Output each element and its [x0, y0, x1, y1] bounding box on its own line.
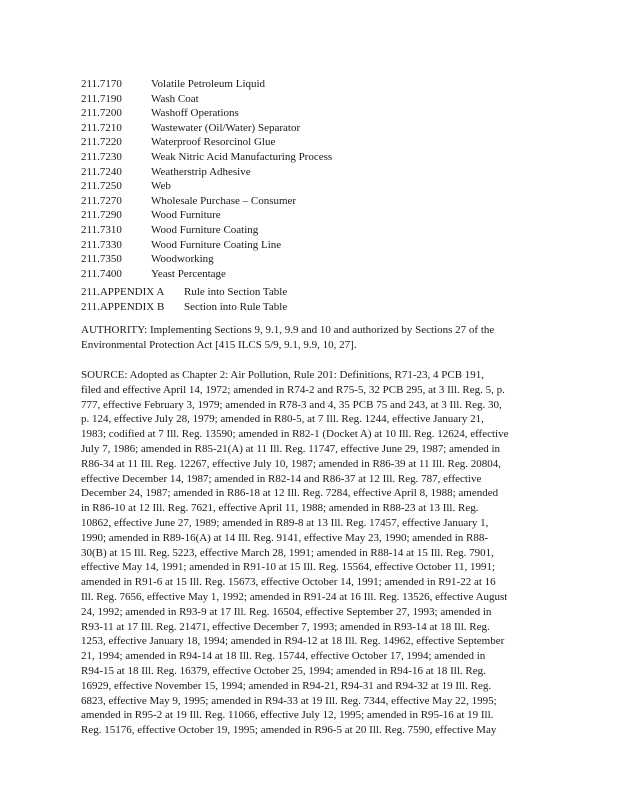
- source-line: p. 124, effective July 28, 1979; amended in R80-5, at 7 Ill. Reg. 1244, effective January 21,: [81, 413, 484, 426]
- section-number: 211.7330: [81, 238, 122, 251]
- source-line: 24, 1992; amended in R93-9 at 17 Ill. Reg. 16504, effective September 27, 1993; amended in: [81, 605, 492, 618]
- appendix-row: [81, 300, 287, 315]
- section-row: [81, 194, 332, 209]
- section-number: 211.7310: [81, 223, 122, 236]
- section-number: 211.7240: [81, 165, 122, 178]
- section-row: [81, 92, 332, 107]
- source-line: effective December 14, 1987; amended in R82-14 and R86-37 at 12 Ill. Reg. 787, effective: [81, 472, 482, 485]
- source-line: 1253, effective January 18, 1994; amended in R94-12 at 18 Ill. Reg. 14962, effective September: [81, 635, 505, 648]
- source-line: 1983; codified at 7 Ill. Reg. 13590; amended in R82-1 (Docket A) at 10 Ill. Reg. 12624, effective: [81, 428, 509, 441]
- section-row: [81, 106, 332, 121]
- source-line: effective May 14, 1991; amended in R91-10 at 15 Ill. Reg. 15564, effective October 11, 1991;: [81, 561, 496, 574]
- section-title: Web: [151, 180, 171, 193]
- appendix-title: Section into Rule Table: [184, 300, 288, 313]
- source-line: 21, 1994; amended in R94-14 at 18 Ill. Reg. 15744, effective October 17, 1994; amended in: [81, 650, 486, 663]
- section-number: 211.7200: [81, 107, 122, 120]
- section-title: Wood Furniture: [151, 209, 221, 222]
- section-row: [81, 223, 332, 238]
- source-line: 777, effective February 3, 1979; amended in R78-3 and 4, 35 PCB 75 and 243, at 3 Ill. Reg. 30,: [81, 398, 502, 411]
- source-line: amended in R95-2 at 19 Ill. Reg. 11066, effective July 12, 1995; amended in R95-16 at 19 Ill.: [81, 709, 494, 722]
- section-row: [81, 252, 332, 267]
- source-line: July 7, 1986; amended in R85-21(A) at 11 Ill. Reg. 11747, effective June 29, 1987; amended in: [81, 442, 501, 455]
- section-title: Waterproof Resorcinol Glue: [151, 136, 276, 149]
- section-title: Weak Nitric Acid Manufacturing Process: [151, 150, 333, 163]
- section-row: [81, 238, 332, 253]
- section-row: [81, 208, 332, 223]
- appendix-list: [81, 285, 287, 314]
- section-title: Washoff Operations: [151, 107, 239, 120]
- section-row: [81, 121, 332, 136]
- section-number: 211.7210: [81, 121, 122, 134]
- section-number: 211.7190: [81, 92, 122, 105]
- source-line: SOURCE: Adopted as Chapter 2: Air Pollution, Rule 201: Definitions, R71-23, 4 PCB 191,: [81, 369, 485, 381]
- section-number: 211.7350: [81, 253, 122, 266]
- section-row: [81, 267, 332, 282]
- source-line: amended in R91-6 at 15 Ill. Reg. 15673, effective October 14, 1991; amended in R91-22 at 16: [81, 576, 496, 589]
- section-number: 211.7170: [81, 78, 122, 90]
- source-line: December 24, 1987; amended in R86-18 at 12 Ill. Reg. 7284, effective April 8, 1988; amended: [81, 487, 499, 500]
- section-number: 211.7290: [81, 209, 122, 222]
- section-number: 211.7230: [81, 150, 122, 163]
- section-row: [81, 77, 332, 92]
- section-title: Yeast Percentage: [151, 267, 226, 280]
- section-row: [81, 179, 332, 194]
- source-line: filed and effective April 14, 1972; amended in R74-2 and R75-5, 32 PCB 295, at 3 Ill. Reg. 5, p.: [81, 383, 505, 396]
- authority-paragraph: [81, 323, 561, 353]
- source-line: 30(B) at 15 Ill. Reg. 5223, effective March 28, 1991; amended in R88-14 at 15 Ill. Reg. 7901,: [81, 546, 494, 559]
- section-title: Wash Coat: [151, 92, 199, 105]
- source-line: 6823, effective May 9, 1995; amended in R94-33 at 19 Ill. Reg. 7344, effective May 22, 1995;: [81, 694, 497, 707]
- source-line: R86-34 at 11 Ill. Reg. 12267, effective July 10, 1987; amended in R86-39 at 11 Ill. Reg. 20804,: [81, 457, 501, 470]
- source-line: R93-11 at 17 Ill. Reg. 21471, effective December 7, 1993; amended in R93-14 at 18 Ill. Reg.: [81, 620, 490, 633]
- authority-line: AUTHORITY: Implementing Sections 9, 9.1, 9.9 and 10 and authorized by Sections 27 of the: [81, 324, 495, 336]
- appendix-title: Rule into Section Table: [184, 286, 288, 298]
- section-row: [81, 165, 332, 180]
- source-line: R94-15 at 18 Ill. Reg. 16379, effective October 25, 1994; amended in R94-16 at 18 Ill. Reg.: [81, 664, 486, 677]
- section-number: 211.7400: [81, 267, 122, 280]
- section-list: [81, 77, 332, 281]
- authority-line: Environmental Protection Act [415 ILCS 5/9, 9.1, 9.9, 10, 27].: [81, 338, 357, 351]
- section-title: Wastewater (Oil/Water) Separator: [151, 121, 301, 134]
- section-title: Wood Furniture Coating: [151, 223, 259, 236]
- appendix-number: 211.APPENDIX B: [81, 300, 165, 313]
- section-number: 211.7220: [81, 136, 122, 149]
- section-title: Woodworking: [151, 253, 214, 266]
- source-line: Ill. Reg. 7656, effective May 1, 1992; amended in R91-24 at 16 Ill. Reg. 13526, effective August: [81, 590, 508, 603]
- section-title: Wholesale Purchase – Consumer: [151, 194, 297, 207]
- section-row: [81, 135, 332, 150]
- source-line: in R86-10 at 12 Ill. Reg. 7621, effective April 11, 1988; amended in R88-23 at 13 Ill. Reg.: [81, 502, 479, 515]
- source-line: 16929, effective November 15, 1994; amended in R94-21, R94-31 and R94-32 at 19 Ill. Reg.: [81, 679, 492, 692]
- section-row: [81, 150, 332, 165]
- section-number: 211.7270: [81, 194, 122, 207]
- section-number: 211.7250: [81, 180, 122, 193]
- appendix-row: [81, 285, 287, 300]
- source-paragraph: [81, 368, 561, 738]
- source-line: 10862, effective June 27, 1989; amended in R89-8 at 13 Ill. Reg. 17457, effective January 1,: [81, 516, 489, 529]
- section-title: Volatile Petroleum Liquid: [151, 78, 266, 90]
- section-title: Wood Furniture Coating Line: [151, 238, 282, 251]
- section-title: Weatherstrip Adhesive: [151, 165, 251, 178]
- source-line: 1990; amended in R89-16(A) at 14 Ill. Reg. 9141, effective May 23, 1990; amended in R88-: [81, 531, 489, 544]
- appendix-number: 211.APPENDIX A: [81, 286, 165, 298]
- source-line: Reg. 15176, effective October 19, 1995; amended in R96-5 at 20 Ill. Reg. 7590, effective May: [81, 724, 497, 737]
